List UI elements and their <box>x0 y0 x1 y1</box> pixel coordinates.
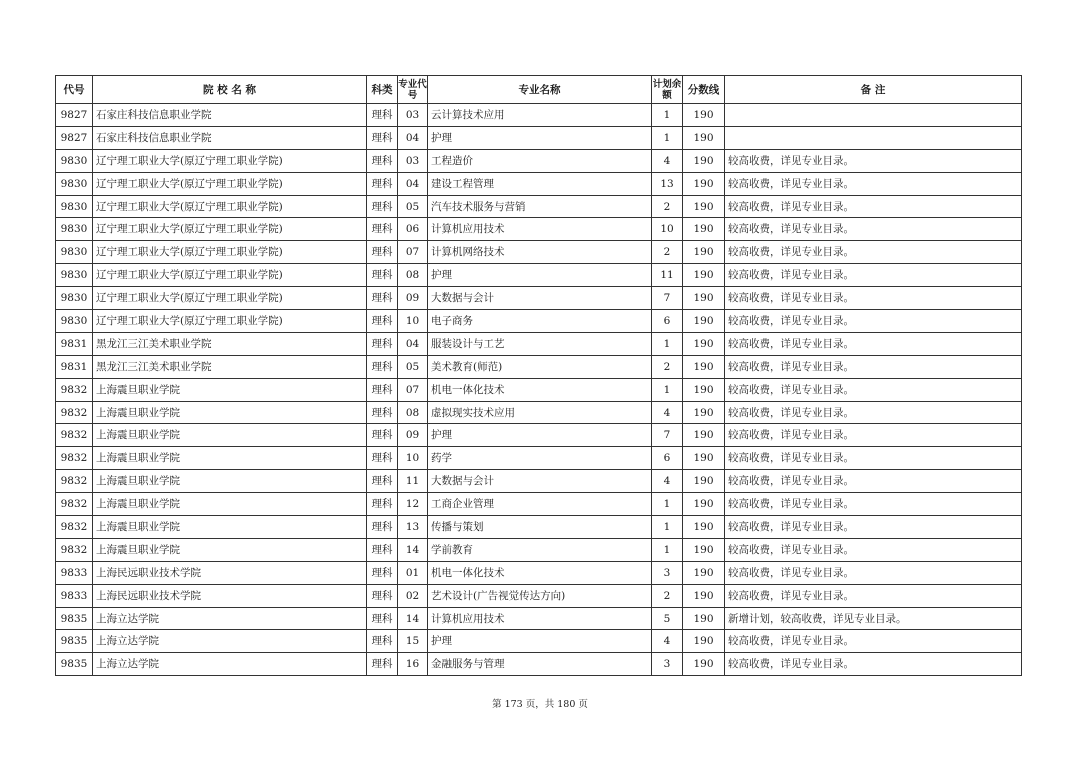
cell-remark: 较高收费，详见专业目录。 <box>725 149 1022 172</box>
table-row <box>56 149 1022 172</box>
cell-score: 190 <box>683 264 725 287</box>
table-row <box>56 538 1022 561</box>
table-row <box>56 653 1022 676</box>
admission-table-container <box>55 75 1021 676</box>
cell-school: 上海震旦职业学院 <box>93 470 367 493</box>
cell-major-code: 09 <box>398 287 428 310</box>
cell-major-code: 07 <box>398 241 428 264</box>
cell-major-name: 服装设计与工艺 <box>428 332 652 355</box>
cell-subject: 理科 <box>367 264 398 287</box>
cell-major-name: 药学 <box>428 447 652 470</box>
cell-major-name: 学前教育 <box>428 538 652 561</box>
cell-subject: 理科 <box>367 310 398 333</box>
cell-major-name: 云计算技术应用 <box>428 104 652 127</box>
cell-school: 黑龙江三江美术职业学院 <box>93 355 367 378</box>
cell-subject: 理科 <box>367 401 398 424</box>
cell-score: 190 <box>683 607 725 630</box>
cell-subject: 理科 <box>367 493 398 516</box>
cell-major-code: 10 <box>398 310 428 333</box>
cell-code: 9830 <box>56 264 93 287</box>
cell-major-name: 工商企业管理 <box>428 493 652 516</box>
cell-major-code: 08 <box>398 401 428 424</box>
table-row <box>56 447 1022 470</box>
cell-major-code: 04 <box>398 172 428 195</box>
cell-code: 9830 <box>56 241 93 264</box>
table-row <box>56 355 1022 378</box>
cell-remark: 较高收费，详见专业目录。 <box>725 470 1022 493</box>
cell-school: 上海震旦职业学院 <box>93 424 367 447</box>
cell-school: 辽宁理工职业大学(原辽宁理工职业学院) <box>93 149 367 172</box>
cell-code: 9835 <box>56 653 93 676</box>
cell-code: 9835 <box>56 607 93 630</box>
cell-subject: 理科 <box>367 584 398 607</box>
cell-school: 上海震旦职业学院 <box>93 447 367 470</box>
cell-quota: 4 <box>652 149 683 172</box>
cell-remark: 较高收费，详见专业目录。 <box>725 401 1022 424</box>
cell-code: 9832 <box>56 401 93 424</box>
cell-major-name: 工程造价 <box>428 149 652 172</box>
cell-major-code: 02 <box>398 584 428 607</box>
table-row <box>56 332 1022 355</box>
table-row <box>56 195 1022 218</box>
cell-code: 9833 <box>56 584 93 607</box>
cell-quota: 1 <box>652 104 683 127</box>
cell-code: 9830 <box>56 195 93 218</box>
cell-code: 9830 <box>56 218 93 241</box>
cell-major-code: 11 <box>398 470 428 493</box>
cell-school: 上海立达学院 <box>93 607 367 630</box>
cell-major-name: 机电一体化技术 <box>428 378 652 401</box>
table-row <box>56 630 1022 653</box>
cell-school: 辽宁理工职业大学(原辽宁理工职业学院) <box>93 264 367 287</box>
cell-remark <box>725 126 1022 149</box>
cell-school: 辽宁理工职业大学(原辽宁理工职业学院) <box>93 218 367 241</box>
cell-score: 190 <box>683 401 725 424</box>
table-row <box>56 401 1022 424</box>
cell-remark: 较高收费，详见专业目录。 <box>725 630 1022 653</box>
cell-remark: 较高收费，详见专业目录。 <box>725 287 1022 310</box>
cell-school: 上海震旦职业学院 <box>93 401 367 424</box>
cell-subject: 理科 <box>367 195 398 218</box>
cell-remark: 较高收费，详见专业目录。 <box>725 241 1022 264</box>
cell-quota: 6 <box>652 310 683 333</box>
cell-score: 190 <box>683 310 725 333</box>
cell-score: 190 <box>683 653 725 676</box>
table-row <box>56 310 1022 333</box>
cell-remark: 较高收费，详见专业目录。 <box>725 172 1022 195</box>
cell-subject: 理科 <box>367 470 398 493</box>
cell-quota: 2 <box>652 241 683 264</box>
cell-score: 190 <box>683 538 725 561</box>
cell-subject: 理科 <box>367 355 398 378</box>
cell-quota: 7 <box>652 424 683 447</box>
cell-code: 9835 <box>56 630 93 653</box>
cell-code: 9832 <box>56 516 93 539</box>
cell-code: 9832 <box>56 470 93 493</box>
cell-school: 石家庄科技信息职业学院 <box>93 126 367 149</box>
cell-subject: 理科 <box>367 607 398 630</box>
cell-remark: 新增计划，较高收费，详见专业目录。 <box>725 607 1022 630</box>
cell-quota: 2 <box>652 584 683 607</box>
cell-subject: 理科 <box>367 424 398 447</box>
cell-major-name: 护理 <box>428 126 652 149</box>
cell-major-code: 14 <box>398 607 428 630</box>
cell-remark <box>725 104 1022 127</box>
cell-subject: 理科 <box>367 287 398 310</box>
cell-major-name: 美术教育(师范) <box>428 355 652 378</box>
cell-subject: 理科 <box>367 218 398 241</box>
cell-quota: 4 <box>652 401 683 424</box>
cell-school: 辽宁理工职业大学(原辽宁理工职业学院) <box>93 310 367 333</box>
header-major-code: 专业代号 <box>398 76 428 104</box>
table-row <box>56 264 1022 287</box>
cell-school: 上海震旦职业学院 <box>93 538 367 561</box>
cell-quota: 2 <box>652 355 683 378</box>
cell-major-code: 06 <box>398 218 428 241</box>
cell-code: 9827 <box>56 104 93 127</box>
cell-major-code: 14 <box>398 538 428 561</box>
admission-table <box>55 75 1022 676</box>
cell-subject: 理科 <box>367 561 398 584</box>
cell-major-code: 04 <box>398 126 428 149</box>
header-subject: 科类 <box>367 76 398 104</box>
cell-major-code: 04 <box>398 332 428 355</box>
table-row <box>56 584 1022 607</box>
cell-quota: 1 <box>652 516 683 539</box>
cell-remark: 较高收费，详见专业目录。 <box>725 561 1022 584</box>
cell-school: 上海震旦职业学院 <box>93 493 367 516</box>
cell-subject: 理科 <box>367 378 398 401</box>
cell-score: 190 <box>683 195 725 218</box>
cell-code: 9830 <box>56 287 93 310</box>
cell-remark: 较高收费，详见专业目录。 <box>725 355 1022 378</box>
cell-quota: 6 <box>652 447 683 470</box>
cell-quota: 5 <box>652 607 683 630</box>
cell-school: 上海震旦职业学院 <box>93 516 367 539</box>
cell-quota: 4 <box>652 630 683 653</box>
table-body <box>56 104 1022 676</box>
table-row <box>56 218 1022 241</box>
cell-major-code: 07 <box>398 378 428 401</box>
cell-quota: 4 <box>652 470 683 493</box>
cell-code: 9832 <box>56 424 93 447</box>
header-score: 分数线 <box>683 76 725 104</box>
cell-quota: 13 <box>652 172 683 195</box>
cell-major-name: 计算机网络技术 <box>428 241 652 264</box>
cell-score: 190 <box>683 378 725 401</box>
table-row <box>56 493 1022 516</box>
table-row <box>56 607 1022 630</box>
cell-code: 9827 <box>56 126 93 149</box>
cell-school: 辽宁理工职业大学(原辽宁理工职业学院) <box>93 241 367 264</box>
cell-quota: 3 <box>652 561 683 584</box>
header-major-name: 专业名称 <box>428 76 652 104</box>
cell-code: 9832 <box>56 447 93 470</box>
cell-code: 9830 <box>56 310 93 333</box>
table-row <box>56 424 1022 447</box>
table-row <box>56 104 1022 127</box>
cell-major-code: 09 <box>398 424 428 447</box>
cell-subject: 理科 <box>367 332 398 355</box>
cell-score: 190 <box>683 126 725 149</box>
cell-code: 9833 <box>56 561 93 584</box>
cell-major-name: 电子商务 <box>428 310 652 333</box>
cell-code: 9832 <box>56 538 93 561</box>
cell-quota: 1 <box>652 493 683 516</box>
cell-remark: 较高收费，详见专业目录。 <box>725 538 1022 561</box>
cell-major-name: 汽车技术服务与营销 <box>428 195 652 218</box>
cell-subject: 理科 <box>367 516 398 539</box>
cell-major-code: 05 <box>398 195 428 218</box>
cell-major-name: 大数据与会计 <box>428 470 652 493</box>
cell-school: 黑龙江三江美术职业学院 <box>93 332 367 355</box>
cell-remark: 较高收费，详见专业目录。 <box>725 218 1022 241</box>
cell-score: 190 <box>683 561 725 584</box>
cell-code: 9832 <box>56 378 93 401</box>
table-row <box>56 516 1022 539</box>
cell-remark: 较高收费，详见专业目录。 <box>725 264 1022 287</box>
cell-score: 190 <box>683 470 725 493</box>
cell-score: 190 <box>683 355 725 378</box>
cell-major-code: 01 <box>398 561 428 584</box>
cell-subject: 理科 <box>367 172 398 195</box>
cell-remark: 较高收费，详见专业目录。 <box>725 653 1022 676</box>
cell-school: 上海民远职业技术学院 <box>93 561 367 584</box>
cell-score: 190 <box>683 218 725 241</box>
table-row <box>56 470 1022 493</box>
cell-remark: 较高收费，详见专业目录。 <box>725 516 1022 539</box>
cell-remark: 较高收费，详见专业目录。 <box>725 310 1022 333</box>
cell-subject: 理科 <box>367 104 398 127</box>
cell-major-name: 计算机应用技术 <box>428 218 652 241</box>
cell-score: 190 <box>683 104 725 127</box>
cell-remark: 较高收费，详见专业目录。 <box>725 493 1022 516</box>
cell-score: 190 <box>683 493 725 516</box>
cell-school: 辽宁理工职业大学(原辽宁理工职业学院) <box>93 172 367 195</box>
cell-school: 辽宁理工职业大学(原辽宁理工职业学院) <box>93 287 367 310</box>
cell-remark: 较高收费，详见专业目录。 <box>725 332 1022 355</box>
cell-major-name: 计算机应用技术 <box>428 607 652 630</box>
cell-remark: 较高收费，详见专业目录。 <box>725 447 1022 470</box>
cell-subject: 理科 <box>367 126 398 149</box>
cell-major-name: 护理 <box>428 264 652 287</box>
cell-major-name: 艺术设计(广告视觉传达方向) <box>428 584 652 607</box>
cell-quota: 10 <box>652 218 683 241</box>
cell-major-code: 13 <box>398 516 428 539</box>
cell-score: 190 <box>683 287 725 310</box>
table-row <box>56 561 1022 584</box>
cell-score: 190 <box>683 447 725 470</box>
cell-school: 上海立达学院 <box>93 653 367 676</box>
cell-code: 9832 <box>56 493 93 516</box>
header-quota: 计划余额 <box>652 76 683 104</box>
cell-major-name: 建设工程管理 <box>428 172 652 195</box>
cell-quota: 1 <box>652 332 683 355</box>
cell-score: 190 <box>683 241 725 264</box>
cell-code: 9831 <box>56 332 93 355</box>
cell-remark: 较高收费，详见专业目录。 <box>725 424 1022 447</box>
cell-major-name: 金融服务与管理 <box>428 653 652 676</box>
cell-remark: 较高收费，详见专业目录。 <box>725 378 1022 401</box>
cell-quota: 1 <box>652 126 683 149</box>
cell-score: 190 <box>683 630 725 653</box>
table-row <box>56 287 1022 310</box>
cell-code: 9830 <box>56 149 93 172</box>
cell-quota: 11 <box>652 264 683 287</box>
cell-subject: 理科 <box>367 447 398 470</box>
cell-score: 190 <box>683 172 725 195</box>
cell-subject: 理科 <box>367 630 398 653</box>
cell-score: 190 <box>683 516 725 539</box>
header-code: 代号 <box>56 76 93 104</box>
cell-score: 190 <box>683 584 725 607</box>
cell-major-code: 10 <box>398 447 428 470</box>
cell-subject: 理科 <box>367 241 398 264</box>
cell-quota: 1 <box>652 378 683 401</box>
cell-major-name: 虚拟现实技术应用 <box>428 401 652 424</box>
cell-major-code: 12 <box>398 493 428 516</box>
table-row <box>56 126 1022 149</box>
cell-major-code: 16 <box>398 653 428 676</box>
table-row <box>56 241 1022 264</box>
cell-quota: 1 <box>652 538 683 561</box>
cell-quota: 3 <box>652 653 683 676</box>
cell-major-name: 护理 <box>428 630 652 653</box>
table-header-row <box>56 76 1022 104</box>
cell-subject: 理科 <box>367 653 398 676</box>
cell-school: 上海民远职业技术学院 <box>93 584 367 607</box>
cell-school: 石家庄科技信息职业学院 <box>93 104 367 127</box>
cell-subject: 理科 <box>367 149 398 172</box>
cell-score: 190 <box>683 332 725 355</box>
cell-school: 辽宁理工职业大学(原辽宁理工职业学院) <box>93 195 367 218</box>
header-remark: 备 注 <box>725 76 1022 104</box>
cell-score: 190 <box>683 424 725 447</box>
cell-quota: 2 <box>652 195 683 218</box>
cell-major-code: 05 <box>398 355 428 378</box>
cell-major-name: 机电一体化技术 <box>428 561 652 584</box>
cell-subject: 理科 <box>367 538 398 561</box>
cell-remark: 较高收费，详见专业目录。 <box>725 195 1022 218</box>
cell-school: 上海震旦职业学院 <box>93 378 367 401</box>
cell-quota: 7 <box>652 287 683 310</box>
cell-major-code: 03 <box>398 149 428 172</box>
cell-major-code: 03 <box>398 104 428 127</box>
cell-score: 190 <box>683 149 725 172</box>
cell-major-code: 08 <box>398 264 428 287</box>
cell-school: 上海立达学院 <box>93 630 367 653</box>
cell-major-name: 大数据与会计 <box>428 287 652 310</box>
cell-major-name: 护理 <box>428 424 652 447</box>
cell-code: 9830 <box>56 172 93 195</box>
page-footer: 第 173 页，共 180 页 <box>492 699 588 710</box>
table-row <box>56 172 1022 195</box>
cell-code: 9831 <box>56 355 93 378</box>
cell-major-code: 15 <box>398 630 428 653</box>
cell-remark: 较高收费，详见专业目录。 <box>725 584 1022 607</box>
header-school: 院 校 名 称 <box>93 76 367 104</box>
table-row <box>56 378 1022 401</box>
cell-major-name: 传播与策划 <box>428 516 652 539</box>
